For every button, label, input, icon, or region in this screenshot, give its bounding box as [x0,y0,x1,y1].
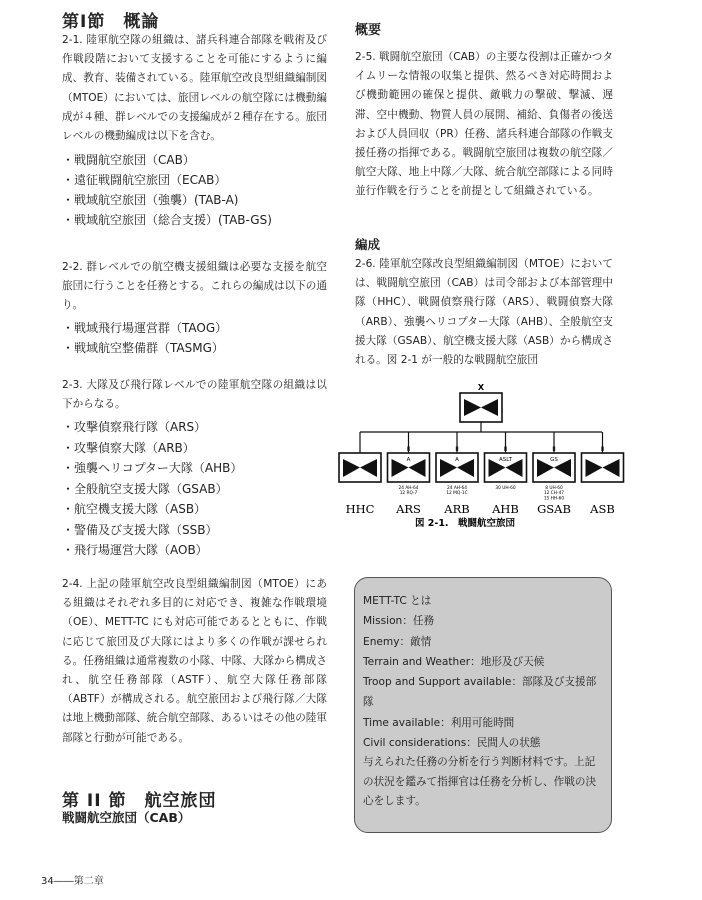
unit-modifier: ASLT [499,457,512,463]
list-item: ・戦闘航空旅団（CAB） [62,153,195,167]
unit-echelon: II [406,446,411,453]
unit-echelon: II [552,446,556,453]
list-item: ・攻撃偵察飛行隊（ARS） [62,420,207,434]
list-item: ・戦域飛行場運営群（TAOG） [62,321,228,335]
heading-overview: 概要 [355,23,382,38]
list-item: ・遠征戦闘航空旅団（ECAB） [62,173,227,187]
paragraph-2-1: 2-1. 陸軍航空隊の組織は、諸兵科連合部隊を戦術及び作戦段階において支援することを可能にするように編成、教育、装備されている。陸軍航空改良型組織編制図（MTOE）においては、旅団レベルの航空隊には機動編成が４種、群レベルでの支援編成が２種存在する。旅団レベルの機動編成は以下を含む。 [62,34,327,143]
mett-line-time: Time available：利用可能時間 [363,716,515,729]
unit-symbol-arb [436,432,478,496]
brigade-symbol [460,393,502,422]
unit-label-gsab: GSAB [537,502,571,516]
unit-equipment: 15 HH-60 [543,496,565,502]
section1-title: 第Ⅰ節 概論 [62,12,160,32]
unit-modifier: A [406,457,411,463]
list-item: ・強襲ヘリコプター大隊（AHB） [62,461,243,475]
list-item: ・戦域航空旅団（総合支援）(TAB-GS) [62,213,272,227]
mett-line-mission: Mission：任務 [363,615,435,628]
paragraph-2-3: 2-3. 大隊及び飛行隊レベルでの陸軍航空隊の組織は以下からなる。 [62,379,327,411]
unit-equipment: 8 UH-60 [545,486,563,491]
figure-caption: 図 2-1. 戦闘航空旅団 [414,518,516,529]
paragraph-2-5: 2-5. 戦闘航空旅団（CAB）の主要な役割は正確かつタイムリーな情報の収集と提供、然るべき対応時間および機動範囲の確保と提供、敵戦力の撃破、撃滅、遅滞、空中機動、物質人員の展開、補給、負傷者の後送および人員回収（PR）任務、諸兵科連合部隊の作戦支援任務の指揮である。戦闘航空旅団は複数の航空隊／航空大隊、地上中隊／大隊、統合航空部隊による同時並行作戦を行うことを前提として組織されている。 [355,51,613,198]
unit-echelon: II [455,446,459,453]
unit-equipment: 30 UH-60 [495,486,516,491]
unit-equipment: 24 AH-64 [398,486,419,491]
unit-label-ahb: AHB [492,502,519,516]
unit-label-ars: ARS [396,502,421,516]
mett-tc-box [354,577,612,833]
unit-equipment: 12 CH-47 [543,491,565,497]
org-chart-figure [333,384,628,529]
unit-symbol-hhc [339,432,381,482]
list-item: ・航空機支援大隊（ASB） [62,502,207,516]
section2-title: 第 II 節 航空旅団 [62,791,217,811]
unit-equipment: 12 MQ-1C [446,491,468,497]
list-item: ・攻撃偵察大隊（ARB） [62,440,195,455]
paragraph-2-4: 2-4. 上記の陸軍航空改良型組織編制図（MTOE）にある組織はそれぞれ多目的に対応でき、複雑な作戦環境（OE）、METT-TC にも対応可能であるとともに、作戦に応じて旅団及び大隊にはより多くの作戦が課せられる。任務組織は通常複数の小隊、中隊、大隊から構成され、航空任務部隊（ASTF）、航空大隊任務部隊（ABTF）が構成される。航空旅団および飛行隊／大隊は地上機動部隊、統合航空部隊、あるいはその他の陸軍部隊と行動が可能である。 [62,578,327,744]
mett-line-terrain: Terrain and Weather：地形及び天候 [363,655,545,668]
mett-line-civil: Civil considerations：民間人の状態 [363,737,541,750]
unit-modifier: GS [550,457,558,463]
list-item: ・全般航空支援大隊（GSAB） [62,481,228,496]
mett-line-summary: 与えられた任務の分析を行う判断材料です。上記の状況を鑑みて指揮官は任務を分析し、作戦の決心をします。 [363,756,597,808]
page-footer: 34――第二章 [41,876,104,887]
unit-echelon: II [600,446,605,453]
unit-symbol-ars [388,432,430,496]
unit-equipment: 12 RQ-7 [399,491,418,497]
unit-echelon: II [503,446,508,453]
list-item: ・飛行場運営大隊（AOB） [62,543,208,557]
unit-symbol-gsab [533,432,575,501]
unit-label-hhc: HHC [345,502,375,516]
mett-line-troops: Troop and Support available：部隊及び支援部隊 [363,676,597,709]
unit-modifier: A [455,457,459,463]
heading-organization: 編成 [355,237,381,252]
paragraph-2-6: 2-6. 陸軍航空隊改良型組織編制図（MTOE）においては、戦闘航空旅団（CAB）は司令部および本部管理中隊（HHC）、戦闘偵察飛行隊（ARS）、戦闘偵察大隊（ARB）、強襲ヘリコプター大隊（AHB）、全般航空支援大隊（GSAB）、航空機支援大隊（ASB）から構成される。図 2-1 が一般的な戦闘航空旅団 [355,258,613,367]
unit-label-asb: ASB [590,502,615,516]
unit-label-arb: ARB [444,502,470,516]
paragraph-2-2: 2-2. 群レベルでの航空機支援組織は必要な支援を航空旅団に行うことを任務とする。これらの編成は以下の通り。 [62,261,327,312]
unit-symbol-asb [582,432,624,482]
list-item: ・戦域航空旅団（強襲）(TAB-A) [62,193,239,207]
list-item: ・警備及び支援大隊（SSB） [62,522,218,537]
unit-equipment: 24 AH-64 [446,486,468,491]
mett-line-title: METT-TC とは [363,595,432,607]
list-item: ・戦域航空整備群（TASMG） [62,341,224,355]
mett-line-enemy: Enemy：敵情 [363,635,432,648]
brigade-echelon-mark: X [477,384,485,392]
section2-subtitle: 戦闘航空旅団（CAB） [62,810,191,825]
unit-symbol-ahb [485,432,527,491]
